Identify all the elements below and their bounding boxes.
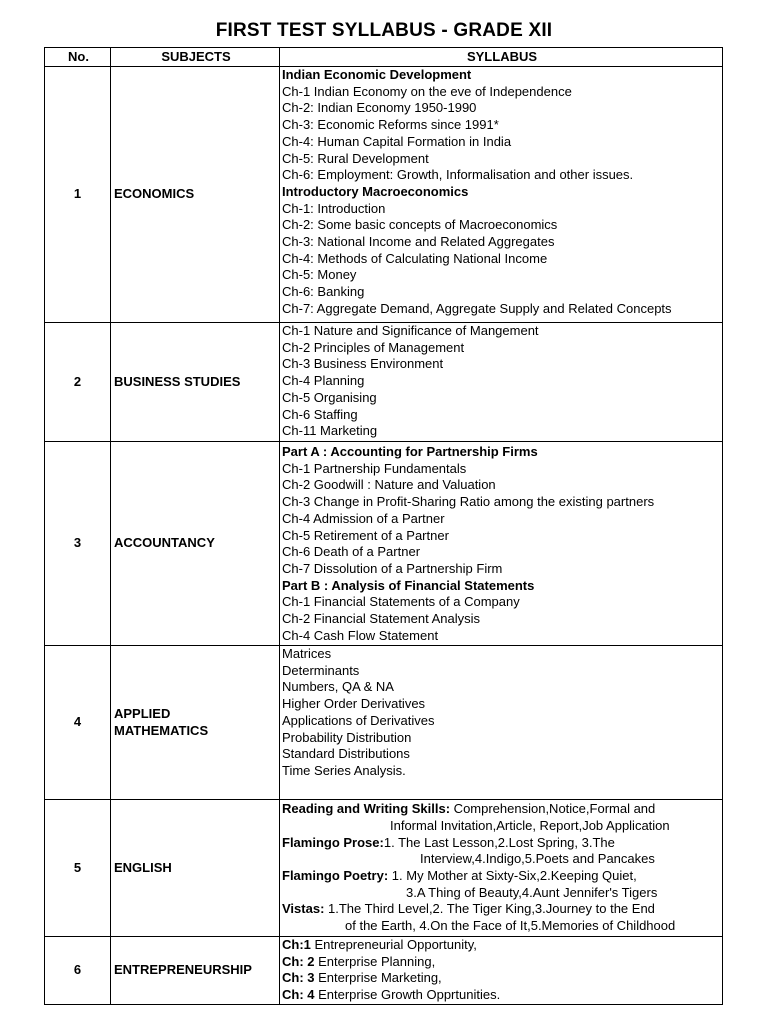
syllabus-line: Standard Distributions xyxy=(282,746,410,762)
syllabus-line-text: Comprehension,Notice,Formal and xyxy=(450,801,656,817)
syllabus-line: Ch-3 Change in Profit-Sharing Ratio among the existing partners xyxy=(282,494,655,510)
table-row xyxy=(45,937,723,1005)
syllabus-line-text: 1.The Third Level,2. The Tiger King,3.Journey to the End xyxy=(324,901,655,917)
syllabus-line: Ch-5: Rural Development xyxy=(282,150,429,166)
syllabus-line: Matrices xyxy=(282,646,332,661)
syllabus-line xyxy=(282,954,722,971)
page-title: FIRST TEST SYLLABUS - GRADE XII xyxy=(215,20,553,41)
syllabus-cell xyxy=(280,800,723,937)
header-subjects: SUBJECTS xyxy=(111,48,280,67)
syllabus-line-text: Entrepreneurial Opportunity, xyxy=(310,937,477,952)
syllabus-line: Informal Invitation,Article, Report,Job Application xyxy=(390,817,670,833)
subject-name: ENGLISH xyxy=(111,800,280,937)
syllabus-line: Ch-2 Financial Statement Analysis xyxy=(282,611,480,627)
syllabus-line: Ch-4 Admission of a Partner xyxy=(282,510,445,526)
syllabus-line: Ch-11 Marketing xyxy=(282,423,378,439)
row-number: 4 xyxy=(45,646,111,800)
syllabus-line: Ch-1: Introduction xyxy=(282,200,386,216)
syllabus-line-label: Flamingo Poetry: xyxy=(282,868,389,883)
syllabus-line-label: Ch: 3 xyxy=(282,970,315,986)
syllabus-cell xyxy=(280,937,723,1005)
syllabus-line-label: Ch: 2 xyxy=(282,953,315,969)
row-number: 1 xyxy=(45,67,111,323)
syllabus-line: Ch-1 Indian Economy on the eve of Independence xyxy=(282,83,572,99)
table-row xyxy=(45,646,723,800)
syllabus-line-label: Vistas: xyxy=(282,901,325,917)
syllabus-line: Introductory Macroeconomics xyxy=(282,183,469,199)
syllabus-line-text: Enterprise Planning, xyxy=(314,953,436,969)
syllabus-line-text: 1. My Mother at Sixty-Six,2.Keeping Quiet, xyxy=(388,868,637,883)
syllabus-line: Ch-5: Money xyxy=(282,267,357,283)
syllabus-line xyxy=(282,970,722,987)
syllabus-line: Determinants xyxy=(282,662,360,678)
syllabus-line: Numbers, QA & NA xyxy=(282,679,394,695)
syllabus-line: Part B : Analysis of Financial Statements xyxy=(282,577,535,593)
syllabus-line: Ch-6 Staffing xyxy=(282,406,358,422)
syllabus-line: Higher Order Derivatives xyxy=(282,696,426,712)
syllabus-line: Ch-2: Some basic concepts of Macroeconomics xyxy=(282,217,558,233)
syllabus-line-text: 1. The Last Lesson,2.Lost Spring, 3.The xyxy=(383,834,615,850)
table-row xyxy=(45,67,723,323)
header-syllabus: SYLLABUS xyxy=(280,48,723,67)
syllabus-line: of the Earth, 4.On the Face of It,5.Memories of Childhood xyxy=(345,918,676,934)
syllabus-line xyxy=(282,987,722,1004)
syllabus-line: Ch-4 Cash Flow Statement xyxy=(282,627,439,643)
syllabus-line: Ch-1 Nature and Significance of Mangement xyxy=(282,323,539,338)
syllabus-line: Time Series Analysis. xyxy=(282,762,406,778)
syllabus-line: Ch-6 Death of a Partner xyxy=(282,544,421,560)
table-row xyxy=(45,800,723,937)
syllabus-line-label: Reading and Writing Skills: xyxy=(282,801,451,817)
syllabus-line: Ch-4: Human Capital Formation in India xyxy=(282,133,512,149)
subject-name-line: APPLIED xyxy=(114,705,171,721)
subject-name: ENTREPRENEURSHIP xyxy=(111,937,280,1005)
syllabus-line xyxy=(282,937,722,954)
syllabus-line: Ch-3: National Income and Related Aggregates xyxy=(282,234,555,250)
syllabus-line: Probability Distribution xyxy=(282,729,412,745)
syllabus-line xyxy=(282,868,722,885)
syllabus-table xyxy=(44,47,723,1005)
syllabus-line-text: Enterprise Marketing, xyxy=(314,970,442,986)
row-number: 5 xyxy=(45,800,111,937)
syllabus-line-label: Ch:1 xyxy=(282,937,311,952)
syllabus-line: Interview,4.Indigo,5.Poets and Pancakes xyxy=(420,851,655,867)
syllabus-line: 3.A Thing of Beauty,4.Aunt Jennifer's Tigers xyxy=(406,884,658,900)
header-no: No. xyxy=(45,48,111,67)
syllabus-cell xyxy=(280,323,723,442)
table-header-row xyxy=(45,48,723,67)
syllabus-line: Ch-6: Employment: Growth, Informalisation and other issues. xyxy=(282,167,634,183)
syllabus-cell xyxy=(280,646,723,800)
syllabus-line xyxy=(282,801,722,818)
subject-name: ACCOUNTANCY xyxy=(111,442,280,646)
syllabus-line: Ch-4: Methods of Calculating National Income xyxy=(282,250,548,266)
row-number: 3 xyxy=(45,442,111,646)
syllabus-line: Ch-6: Banking xyxy=(282,284,365,300)
table-row xyxy=(45,323,723,442)
syllabus-line: Ch-7 Dissolution of a Partnership Firm xyxy=(282,560,503,576)
syllabus-line-label: Ch: 4 xyxy=(282,987,315,1003)
syllabus-line: Ch-3: Economic Reforms since 1991* xyxy=(282,117,499,133)
syllabus-line-text: Enterprise Growth Opprtunities. xyxy=(314,987,501,1003)
syllabus-line: Ch-5 Organising xyxy=(282,389,377,405)
syllabus-line: Ch-1 Financial Statements of a Company xyxy=(282,594,520,610)
syllabus-line-label: Flamingo Prose: xyxy=(282,834,384,850)
row-number: 2 xyxy=(45,323,111,442)
syllabus-line: Ch-5 Retirement of a Partner xyxy=(282,527,449,543)
syllabus-line: Ch-7: Aggregate Demand, Aggregate Supply and Related Concepts xyxy=(282,300,672,316)
syllabus-cell xyxy=(280,67,723,323)
subject-name: BUSINESS STUDIES xyxy=(111,323,280,442)
subject-name-line: MATHEMATICS xyxy=(114,722,209,738)
syllabus-line: Ch-2 Goodwill : Nature and Valuation xyxy=(282,477,496,493)
syllabus-line xyxy=(282,835,722,852)
subject-name xyxy=(111,646,280,800)
syllabus-cell xyxy=(280,442,723,646)
syllabus-line: Ch-1 Partnership Fundamentals xyxy=(282,460,467,476)
table-row xyxy=(45,442,723,646)
syllabus-line: Ch-3 Business Environment xyxy=(282,356,444,372)
subject-name: ECONOMICS xyxy=(111,67,280,323)
row-number: 6 xyxy=(45,937,111,1005)
syllabus-line xyxy=(282,901,722,918)
syllabus-line: Ch-4 Planning xyxy=(282,373,365,389)
syllabus-line: Indian Economic Development xyxy=(282,67,472,82)
syllabus-line: Ch-2: Indian Economy 1950-1990 xyxy=(282,100,477,116)
syllabus-line: Applications of Derivatives xyxy=(282,712,435,728)
syllabus-line: Ch-2 Principles of Management xyxy=(282,339,465,355)
syllabus-line: Part A : Accounting for Partnership Firms xyxy=(282,444,538,459)
